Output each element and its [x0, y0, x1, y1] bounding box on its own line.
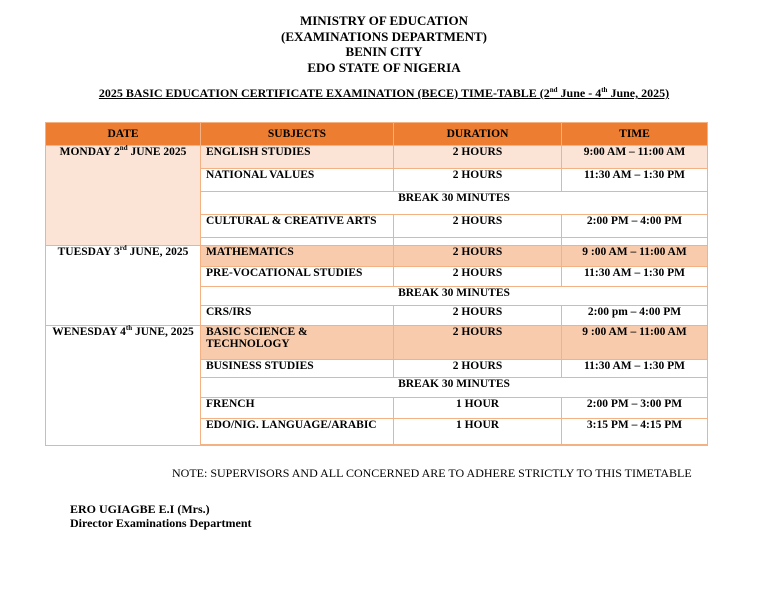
spacer-cell	[394, 238, 562, 246]
duration-cell: 2 HOURS	[394, 246, 562, 267]
table-row	[46, 326, 708, 360]
column-header-duration: DURATION	[394, 123, 562, 146]
spacer-cell	[394, 445, 562, 446]
time-cell: 11:30 AM – 1:30 PM	[562, 267, 708, 287]
break-cell: BREAK 30 MINUTES	[201, 378, 708, 398]
timetable	[45, 122, 708, 446]
column-header-time: TIME	[562, 123, 708, 146]
time-cell: 3:15 PM – 4:15 PM	[562, 419, 708, 445]
subject-cell: PRE-VOCATIONAL STUDIES	[201, 267, 394, 287]
ministry-heading: MINISTRY OF EDUCATION	[299, 13, 469, 28]
duration-cell: 2 HOURS	[394, 326, 562, 360]
subject-cell: CULTURAL & CREATIVE ARTS	[201, 215, 394, 238]
spacer-cell	[201, 238, 394, 246]
subject-cell: ENGLISH STUDIES	[201, 146, 394, 169]
table-header-row	[46, 123, 708, 146]
time-cell: 2:00 PM – 4:00 PM	[562, 215, 708, 238]
time-cell: 9 :00 AM – 11:00 AM	[562, 326, 708, 360]
duration-cell: 2 HOURS	[394, 215, 562, 238]
column-header-date: DATE	[46, 123, 201, 146]
break-cell: BREAK 30 MINUTES	[201, 287, 708, 306]
city-heading: BENIN CITY	[345, 44, 423, 59]
duration-cell: 2 HOURS	[394, 306, 562, 326]
subject-cell: BASIC SCIENCE & TECHNOLOGY	[201, 326, 394, 360]
duration-cell: 2 HOURS	[394, 146, 562, 169]
subject-cell: MATHEMATICS	[201, 246, 394, 267]
time-cell: 11:30 AM – 1:30 PM	[562, 360, 708, 378]
time-cell: 2:00 pm – 4:00 PM	[562, 306, 708, 326]
state-heading: EDO STATE OF NIGERIA	[307, 59, 461, 75]
time-cell: 2:00 PM – 3:00 PM	[562, 398, 708, 419]
duration-cell: 1 HOUR	[394, 419, 562, 445]
subject-cell: CRS/IRS	[201, 306, 394, 326]
break-cell: BREAK 30 MINUTES	[201, 192, 708, 215]
subject-cell: BUSINESS STUDIES	[201, 360, 394, 378]
duration-cell: 1 HOUR	[394, 398, 562, 419]
department-heading: (EXAMINATIONS DEPARTMENT)	[281, 28, 487, 44]
exam-title: 2025 BASIC EDUCATION CERTIFICATE EXAMINATION (BECE) TIME-TABLE (2nd June - 4th June, 2025)	[98, 86, 670, 100]
date-cell-tuesday: TUESDAY 3rd JUNE, 2025	[46, 246, 201, 326]
signatory-title: Director Examinations Department	[70, 516, 252, 530]
subject-cell: EDO/NIG. LANGUAGE/ARABIC	[201, 419, 394, 445]
subject-cell: NATIONAL VALUES	[201, 169, 394, 192]
duration-cell: 2 HOURS	[394, 360, 562, 378]
spacer-cell	[562, 238, 708, 246]
signatory-name: ERO UGIAGBE E.I (Mrs.)	[70, 502, 210, 516]
timetable-note: NOTE: SUPERVISORS AND ALL CONCERNED ARE TO ADHERE STRICTLY TO THIS TIMETABLE	[172, 466, 692, 480]
subject-cell: FRENCH	[201, 398, 394, 419]
table-row	[46, 246, 708, 267]
time-cell: 9 :00 AM – 11:00 AM	[562, 246, 708, 267]
duration-cell: 2 HOURS	[394, 267, 562, 287]
date-cell-wednesday: WENESDAY 4th JUNE, 2025	[46, 326, 201, 446]
time-cell: 11:30 AM – 1:30 PM	[562, 169, 708, 192]
column-header-subjects: SUBJECTS	[201, 123, 394, 146]
duration-cell: 2 HOURS	[394, 169, 562, 192]
spacer-cell	[562, 445, 708, 446]
time-cell: 9:00 AM – 11:00 AM	[562, 146, 708, 169]
date-cell-monday: MONDAY 2nd JUNE 2025	[46, 146, 201, 246]
table-row	[46, 146, 708, 169]
spacer-cell	[201, 445, 394, 446]
